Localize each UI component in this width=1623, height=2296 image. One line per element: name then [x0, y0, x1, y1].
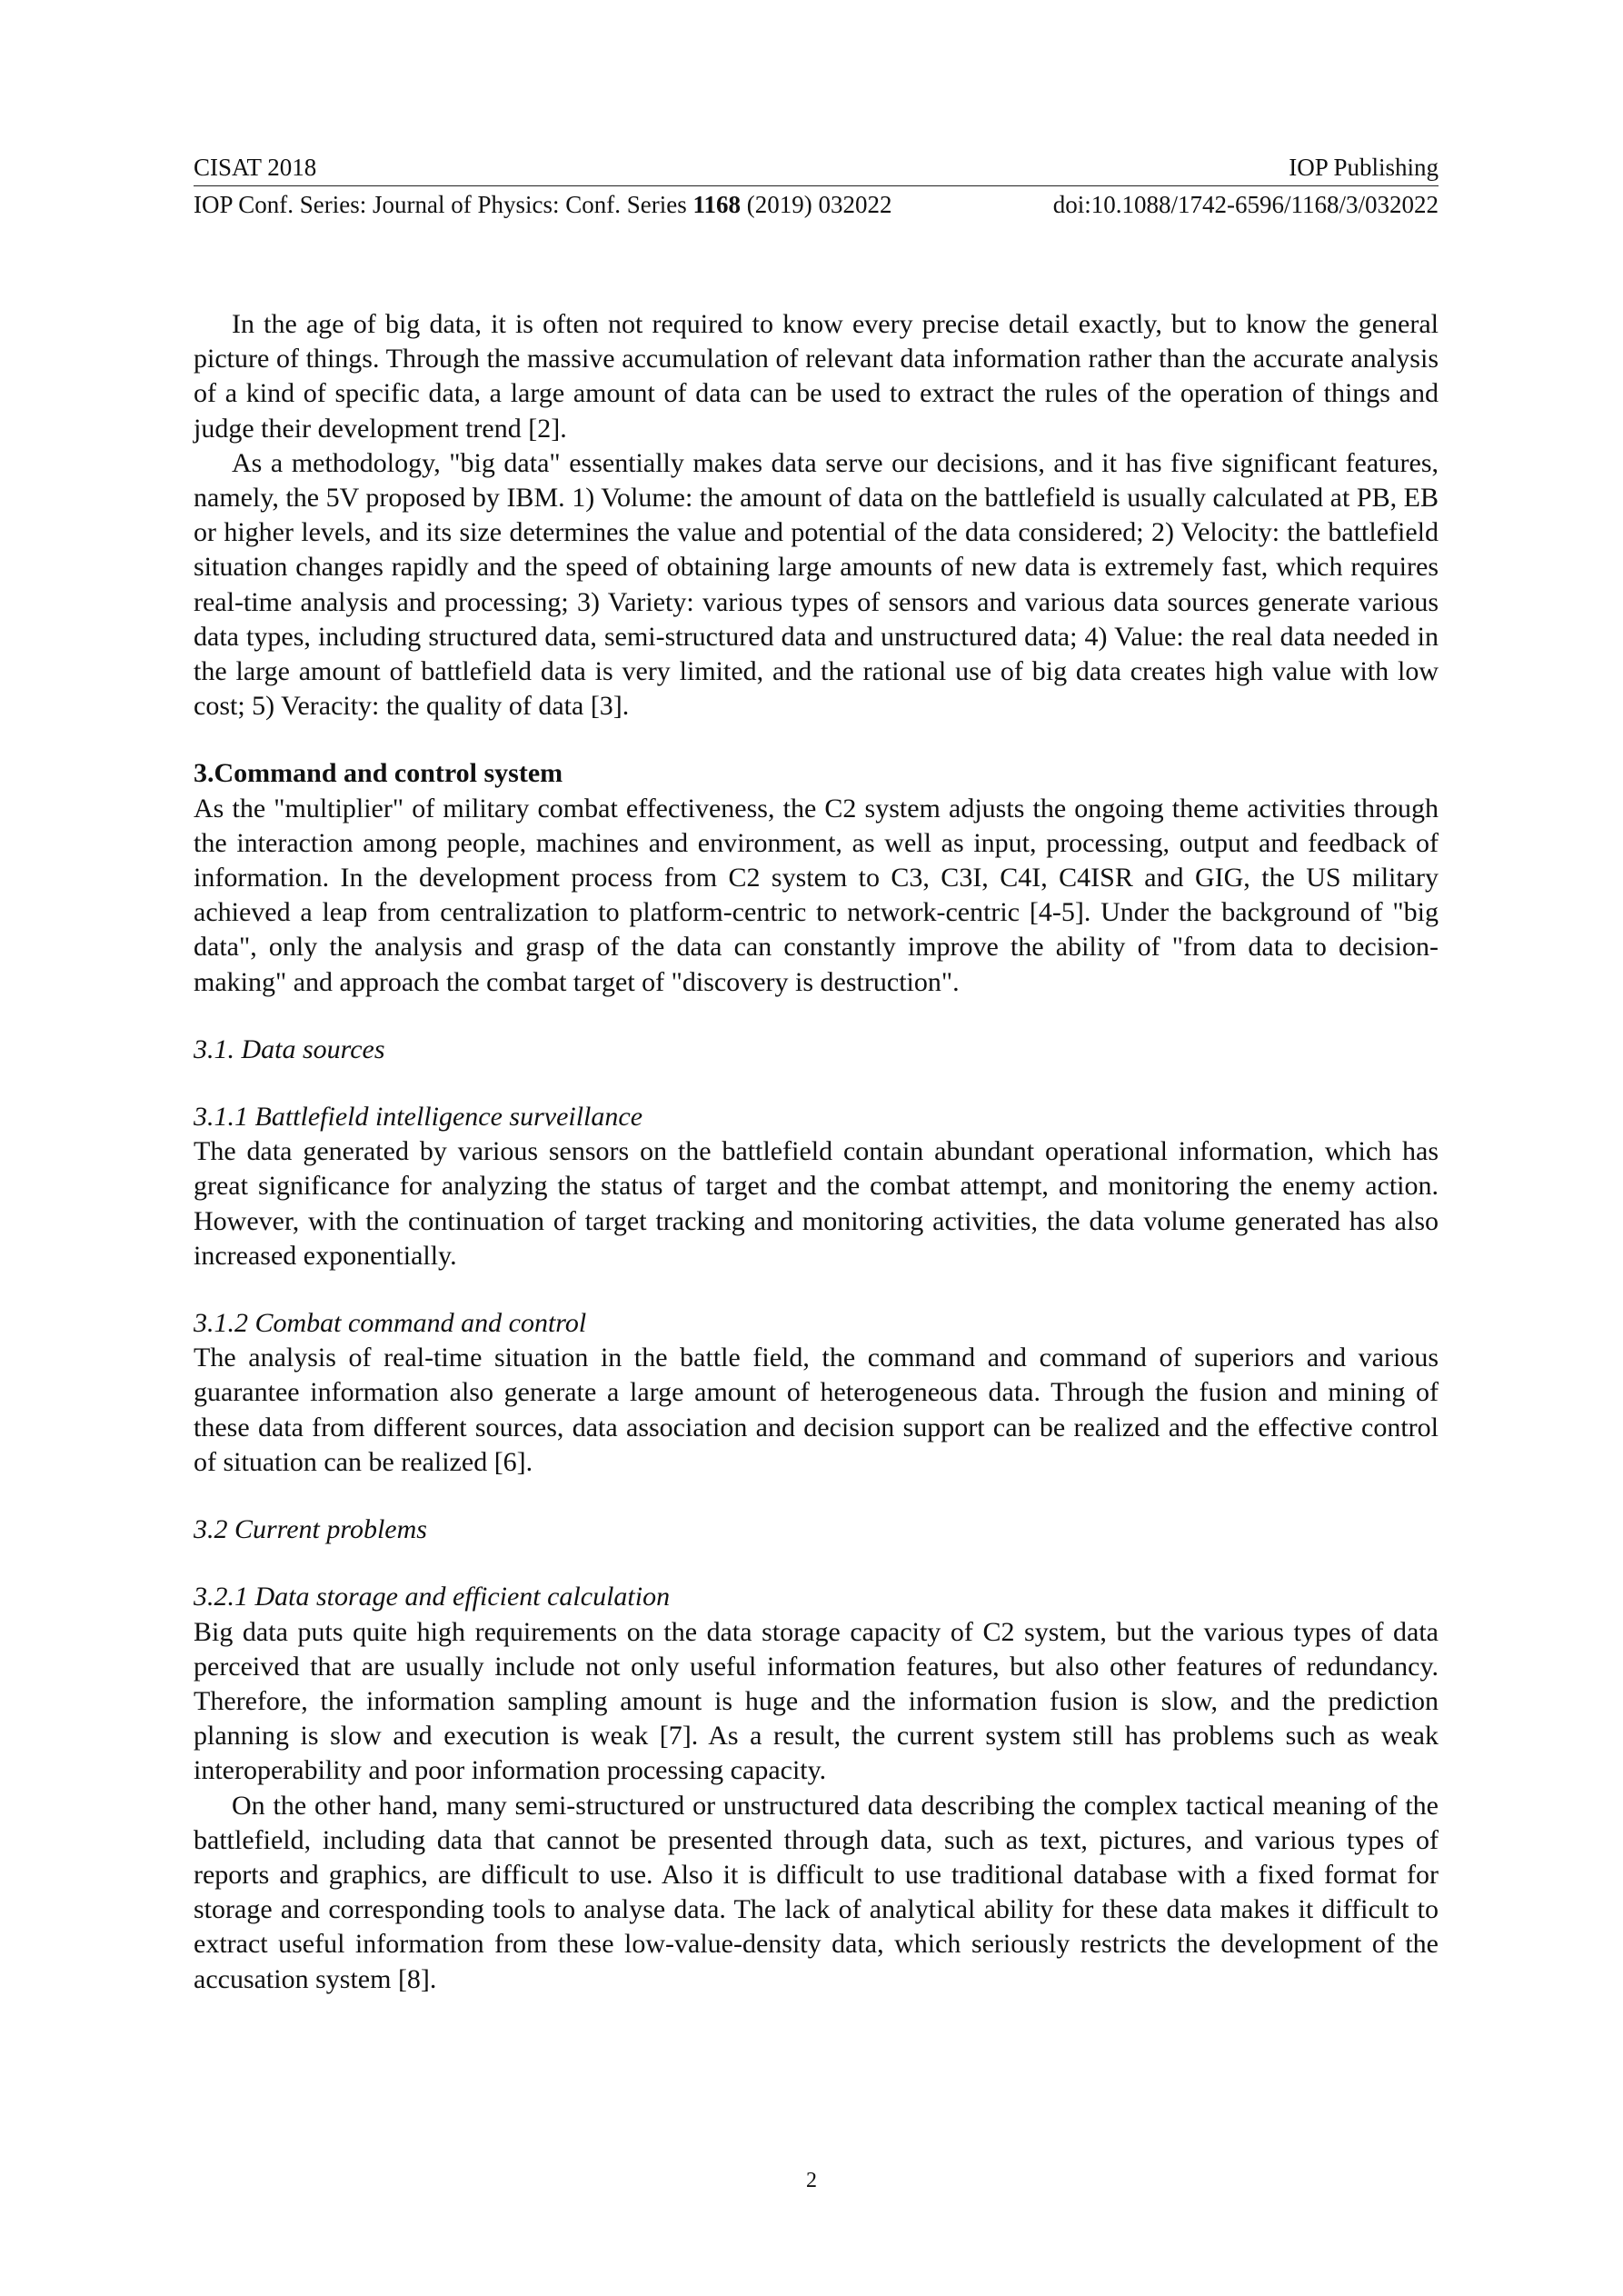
- paragraph-battlefield-surveillance: The data generated by various sensors on the battlefield contain abundant operational information, which has great significance for analyzing the status of target and the combat attempt, and monitoring the enemy action. However, with the continuation of target tracking and monitoring activities, the data volume generated has also increased exponentially.: [194, 1136, 1439, 1271]
- series-citation: [194, 188, 891, 221]
- conference-name: CISAT 2018: [194, 154, 317, 181]
- series-suffix: (2019) 032022: [740, 191, 892, 218]
- paragraph-unstructured-data: On the other hand, many semi-structured or unstructured data describing the complex tactical meaning of the battlefield, including data that cannot be presented through data, such as text, pictures, and various types of reports and graphics, are difficult to use. Also it is difficult to use traditional database with a fixed format for storage and corresponding tools to analyse data. The lack of analytical ability for these data makes it difficult to extract useful information from these low-value-density data, which seriously restricts the development of the accusation system [8].: [194, 1790, 1439, 1994]
- paragraph-data-storage: Big data puts quite high requirements on the data storage capacity of C2 system, but the various types of data perceived that are usually include not only useful information features, but also other features of redundancy. Therefore, the information sampling amount is huge and the information fusion is slow, and the prediction planning is slow and execution is weak [7]. As a result, the current system still has problems such as weak interoperability and poor information processing capacity.: [194, 1616, 1439, 1786]
- doi: doi:10.1088/1742-6596/1168/3/032022: [1052, 191, 1439, 218]
- spacer: [194, 1273, 1439, 1306]
- paragraph-big-data-picture: In the age of big data, it is often not required to know every precise detail exactly, but to know the general picture of things. Through the massive accumulation of relevant data information rather than the accurate analysis of a kind of specific data, a large amount of data can be used to extract the rules of the operation of things and judge their development trend [2].: [194, 309, 1439, 444]
- series-volume: 1168: [692, 191, 741, 218]
- header-top-row: [194, 151, 1439, 184]
- paragraph-c2-system: As the "multiplier" of military combat effectiveness, the C2 system adjusts the ongoing theme activities through the interaction among people, machines and environment, as well as input, processing, output and feedback of information. In the development process from C2 system to C3, C3I, C4I, C4ISR and GIG, the US military achieved a leap from centralization to platform-centric to network-centric [4-5]. Under the background of "big data", only the analysis and grasp of the data can constantly improve the ability of "from data to decision-making" and approach the combat target of "discovery is destruction".: [194, 793, 1439, 997]
- subsection-heading-3-1-1: 3.1.1 Battlefield intelligence surveillance: [194, 1102, 643, 1133]
- running-header: [194, 151, 1439, 221]
- publisher-name: IOP Publishing: [1289, 154, 1439, 181]
- series-prefix: IOP Conf. Series: Journal of Physics: Conf. Series: [194, 191, 693, 218]
- subsection-heading-3-1: 3.1. Data sources: [194, 1033, 385, 1064]
- subsection-heading-3-1-2: 3.1.2 Combat command and control: [194, 1308, 587, 1339]
- subsection-heading-3-2-1: 3.2.1 Data storage and efficient calculation: [194, 1582, 671, 1612]
- header-bottom-row: [194, 188, 1439, 221]
- body-text: [194, 307, 1439, 1997]
- spacer: [194, 1547, 1439, 1580]
- spacer: [194, 1480, 1439, 1512]
- spacer: [194, 724, 1439, 756]
- paragraph-combat-command: The analysis of real-time situation in the battle field, the command and command of superiors and various guarantee information also generate a large amount of heterogeneous data. Through the fusion and mining of these data from different sources, data association and decision support can be realized and the effective control of situation can be realized [6].: [194, 1343, 1439, 1477]
- page-number: 2: [806, 2169, 817, 2192]
- section-heading-3: 3.Command and control system: [194, 758, 563, 789]
- spacer: [194, 1000, 1439, 1033]
- header-rule: [194, 185, 1439, 186]
- paragraph-5v-features: As a methodology, "big data" essentially makes data serve our decisions, and it has five significant features, namely, the 5V proposed by IBM. 1) Volume: the amount of data on the battlefield is usually calculated at PB, EB or higher levels, and its size determines the value and potential of the data considered; 2) Velocity: the battlefield situation changes rapidly and the speed of obtaining large amounts of new data is extremely fast, which requires real-time analysis and processing; 3) Variety: various types of sensors and various data sources generate various data types, including structured data, semi-structured data and unstructured data; 4) Value: the real data needed in the large amount of battlefield data is very limited, and the rational use of big data creates high value with low cost; 5) Veracity: the quality of data [3].: [194, 447, 1439, 722]
- spacer: [194, 1067, 1439, 1100]
- subsection-heading-3-2: 3.2 Current problems: [194, 1514, 427, 1545]
